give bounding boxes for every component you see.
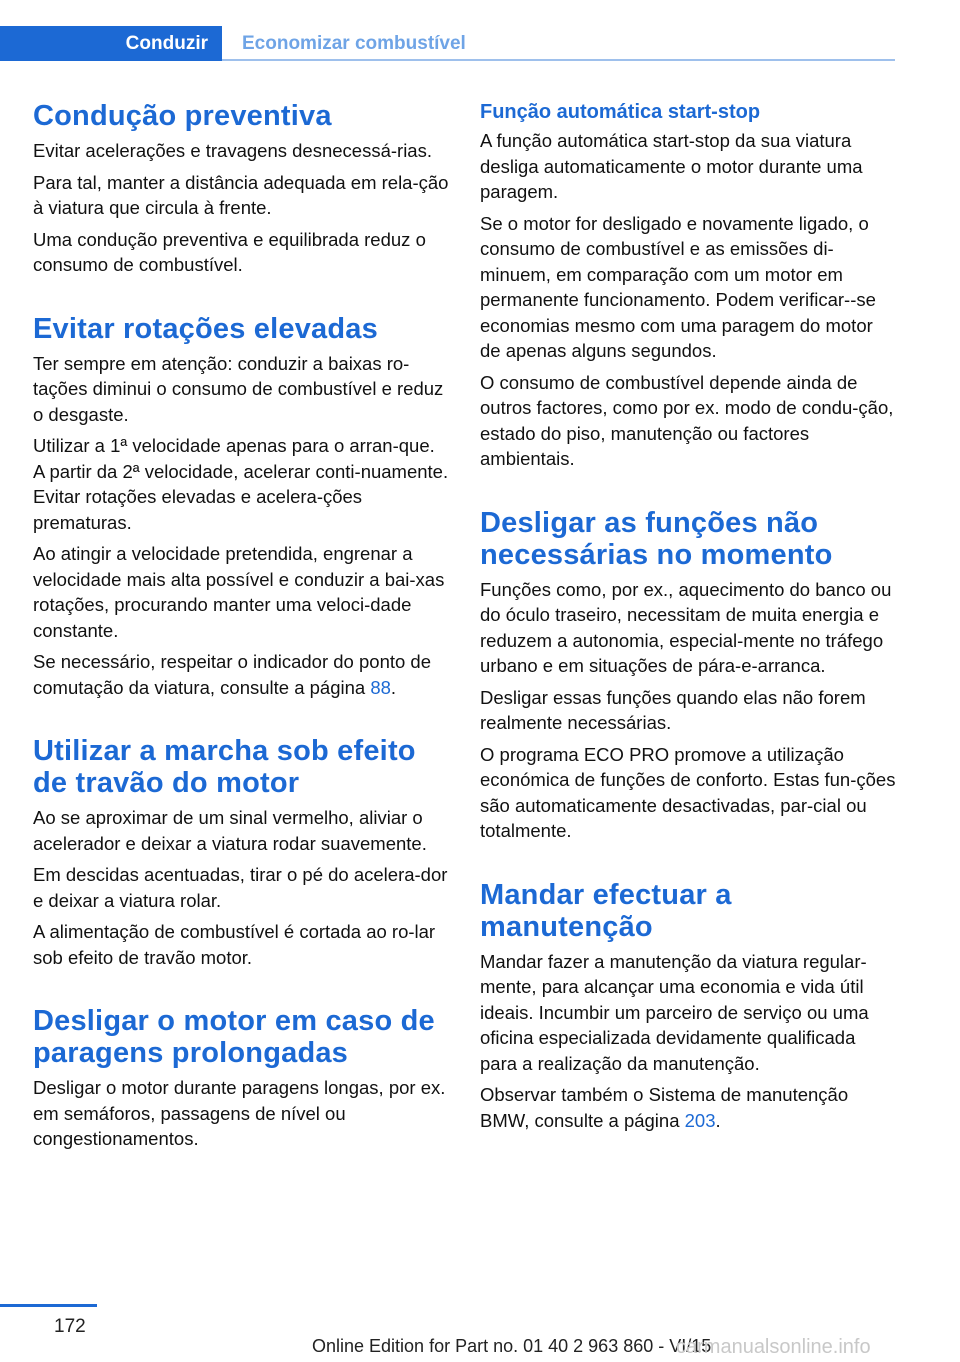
section-tab[interactable]: Economizar combustível — [242, 32, 466, 54]
heading-engine-braking: Utilizar a marcha sob efeito de travão do motor — [33, 735, 416, 799]
paragraph — [33, 649, 449, 700]
page-number: 172 — [54, 1316, 86, 1337]
paragraph: A alimentação de combustível é cortada ao ro-lar sob efeito de travão motor. — [33, 921, 436, 968]
footer-divider — [0, 1304, 97, 1307]
paragraph: O programa ECO PRO promove a utilização económica de funções de conforto. Estas fun-ções são automaticamente desactivadas, par-cial ou totalmente. — [480, 743, 896, 841]
page-link-88[interactable]: 88 — [370, 676, 391, 698]
paragraph: Para tal, manter a distância adequada em rela-ção à viatura que circula à frente. — [33, 171, 449, 218]
heading-preventive-driving: Condução preventiva — [33, 100, 332, 132]
punctuation: . — [390, 676, 397, 698]
left-column — [33, 100, 449, 1158]
paragraph — [480, 1082, 896, 1133]
paragraph-text: Se necessário, respeitar o indicador do ponto de comutação da viatura, consulte a página — [33, 651, 432, 698]
watermark: carmanualsonline.info — [676, 1336, 871, 1358]
paragraph: Ao se aproximar de um sinal vermelho, aliviar o acelerador e deixar a viatura rodar suavemente. — [33, 807, 427, 854]
header-bar — [0, 26, 895, 61]
paragraph-text: Observar também o Sistema de manutenção BMW, consulte a página — [480, 1084, 849, 1131]
heading-avoid-high-rpm: Evitar rotações elevadas — [33, 312, 378, 345]
punctuation: . — [715, 1109, 721, 1131]
heading-switch-off-functions: Desligar as funções não necessárias no momento — [480, 506, 833, 571]
paragraph: Ter sempre em atenção: conduzir a baixas ro-tações diminui o consumo de combustível e reduz o desgaste. — [33, 352, 444, 425]
chapter-tab[interactable]: Conduzir — [0, 26, 222, 61]
paragraph: Se o motor for desligado e novamente ligado, o consumo de combustível e as emissões di-minuem, em comparação com um motor em permanente funcionamento. Podem verificar--se economias mesmo com uma paragem do motor de apenas alguns segundos. — [480, 212, 876, 361]
paragraph: Mandar fazer a manutenção da viatura regular-mente, para alcançar uma economia e vida útil ideais. Incumbir um parceiro de serviço ou uma oficina especializada devidamente qualificada para a realização da manutenção. — [480, 950, 869, 1074]
paragraph: Ao atingir a velocidade pretendida, engrenar a velocidade mais alta possível e conduzir a bai-xas rotações, procurando manter uma veloci-dade constante. — [33, 543, 445, 641]
paragraph: O consumo de combustível depende ainda de outros factores, como por ex. modo de condu-ção, estado do piso, manutenção ou factores ambientais. — [480, 371, 894, 469]
header-divider — [222, 59, 895, 61]
paragraph: Desligar essas funções quando elas não forem realmente necessárias. — [480, 686, 866, 733]
paragraph: Funções como, por ex., aquecimento do banco ou do óculo traseiro, necessitam de muita energia e reduzem a autonomia, especial-mente no tráfego urbano e em situações de pára-e-arranca. — [480, 578, 892, 676]
right-column — [480, 100, 896, 1139]
paragraph: Desligar o motor durante paragens longas, por ex. em semáforos, passagens de nível ou congestionamentos. — [33, 1077, 446, 1149]
edition-text: Online Edition for Part no. 01 40 2 963 860 - VI/15 — [312, 1336, 712, 1356]
heading-switch-off-engine: Desligar o motor em caso de paragens prolongadas — [33, 1005, 435, 1069]
paragraph: Utilizar a 1ª velocidade apenas para o arran-que. A partir da 2ª velocidade, acelerar conti-nuamente. Evitar rotações elevadas e acelera-ções prematuras. — [33, 435, 449, 533]
paragraph: Uma condução preventiva e equilibrada reduz o consumo de combustível. — [33, 228, 426, 275]
paragraph: Em descidas acentuadas, tirar o pé do acelera-dor e deixar a viatura rolar. — [33, 864, 448, 911]
page-link-203[interactable]: 203 — [684, 1109, 716, 1131]
paragraph: Evitar acelerações e travagens desnecessá-rias. — [33, 140, 432, 161]
paragraph: A função automática start-stop da sua viatura desliga automaticamente o motor durante uma paragem. — [480, 130, 863, 202]
heading-maintenance: Mandar efectuar a manutenção — [480, 878, 732, 943]
heading-auto-start-stop: Função automática start-stop — [480, 101, 761, 123]
